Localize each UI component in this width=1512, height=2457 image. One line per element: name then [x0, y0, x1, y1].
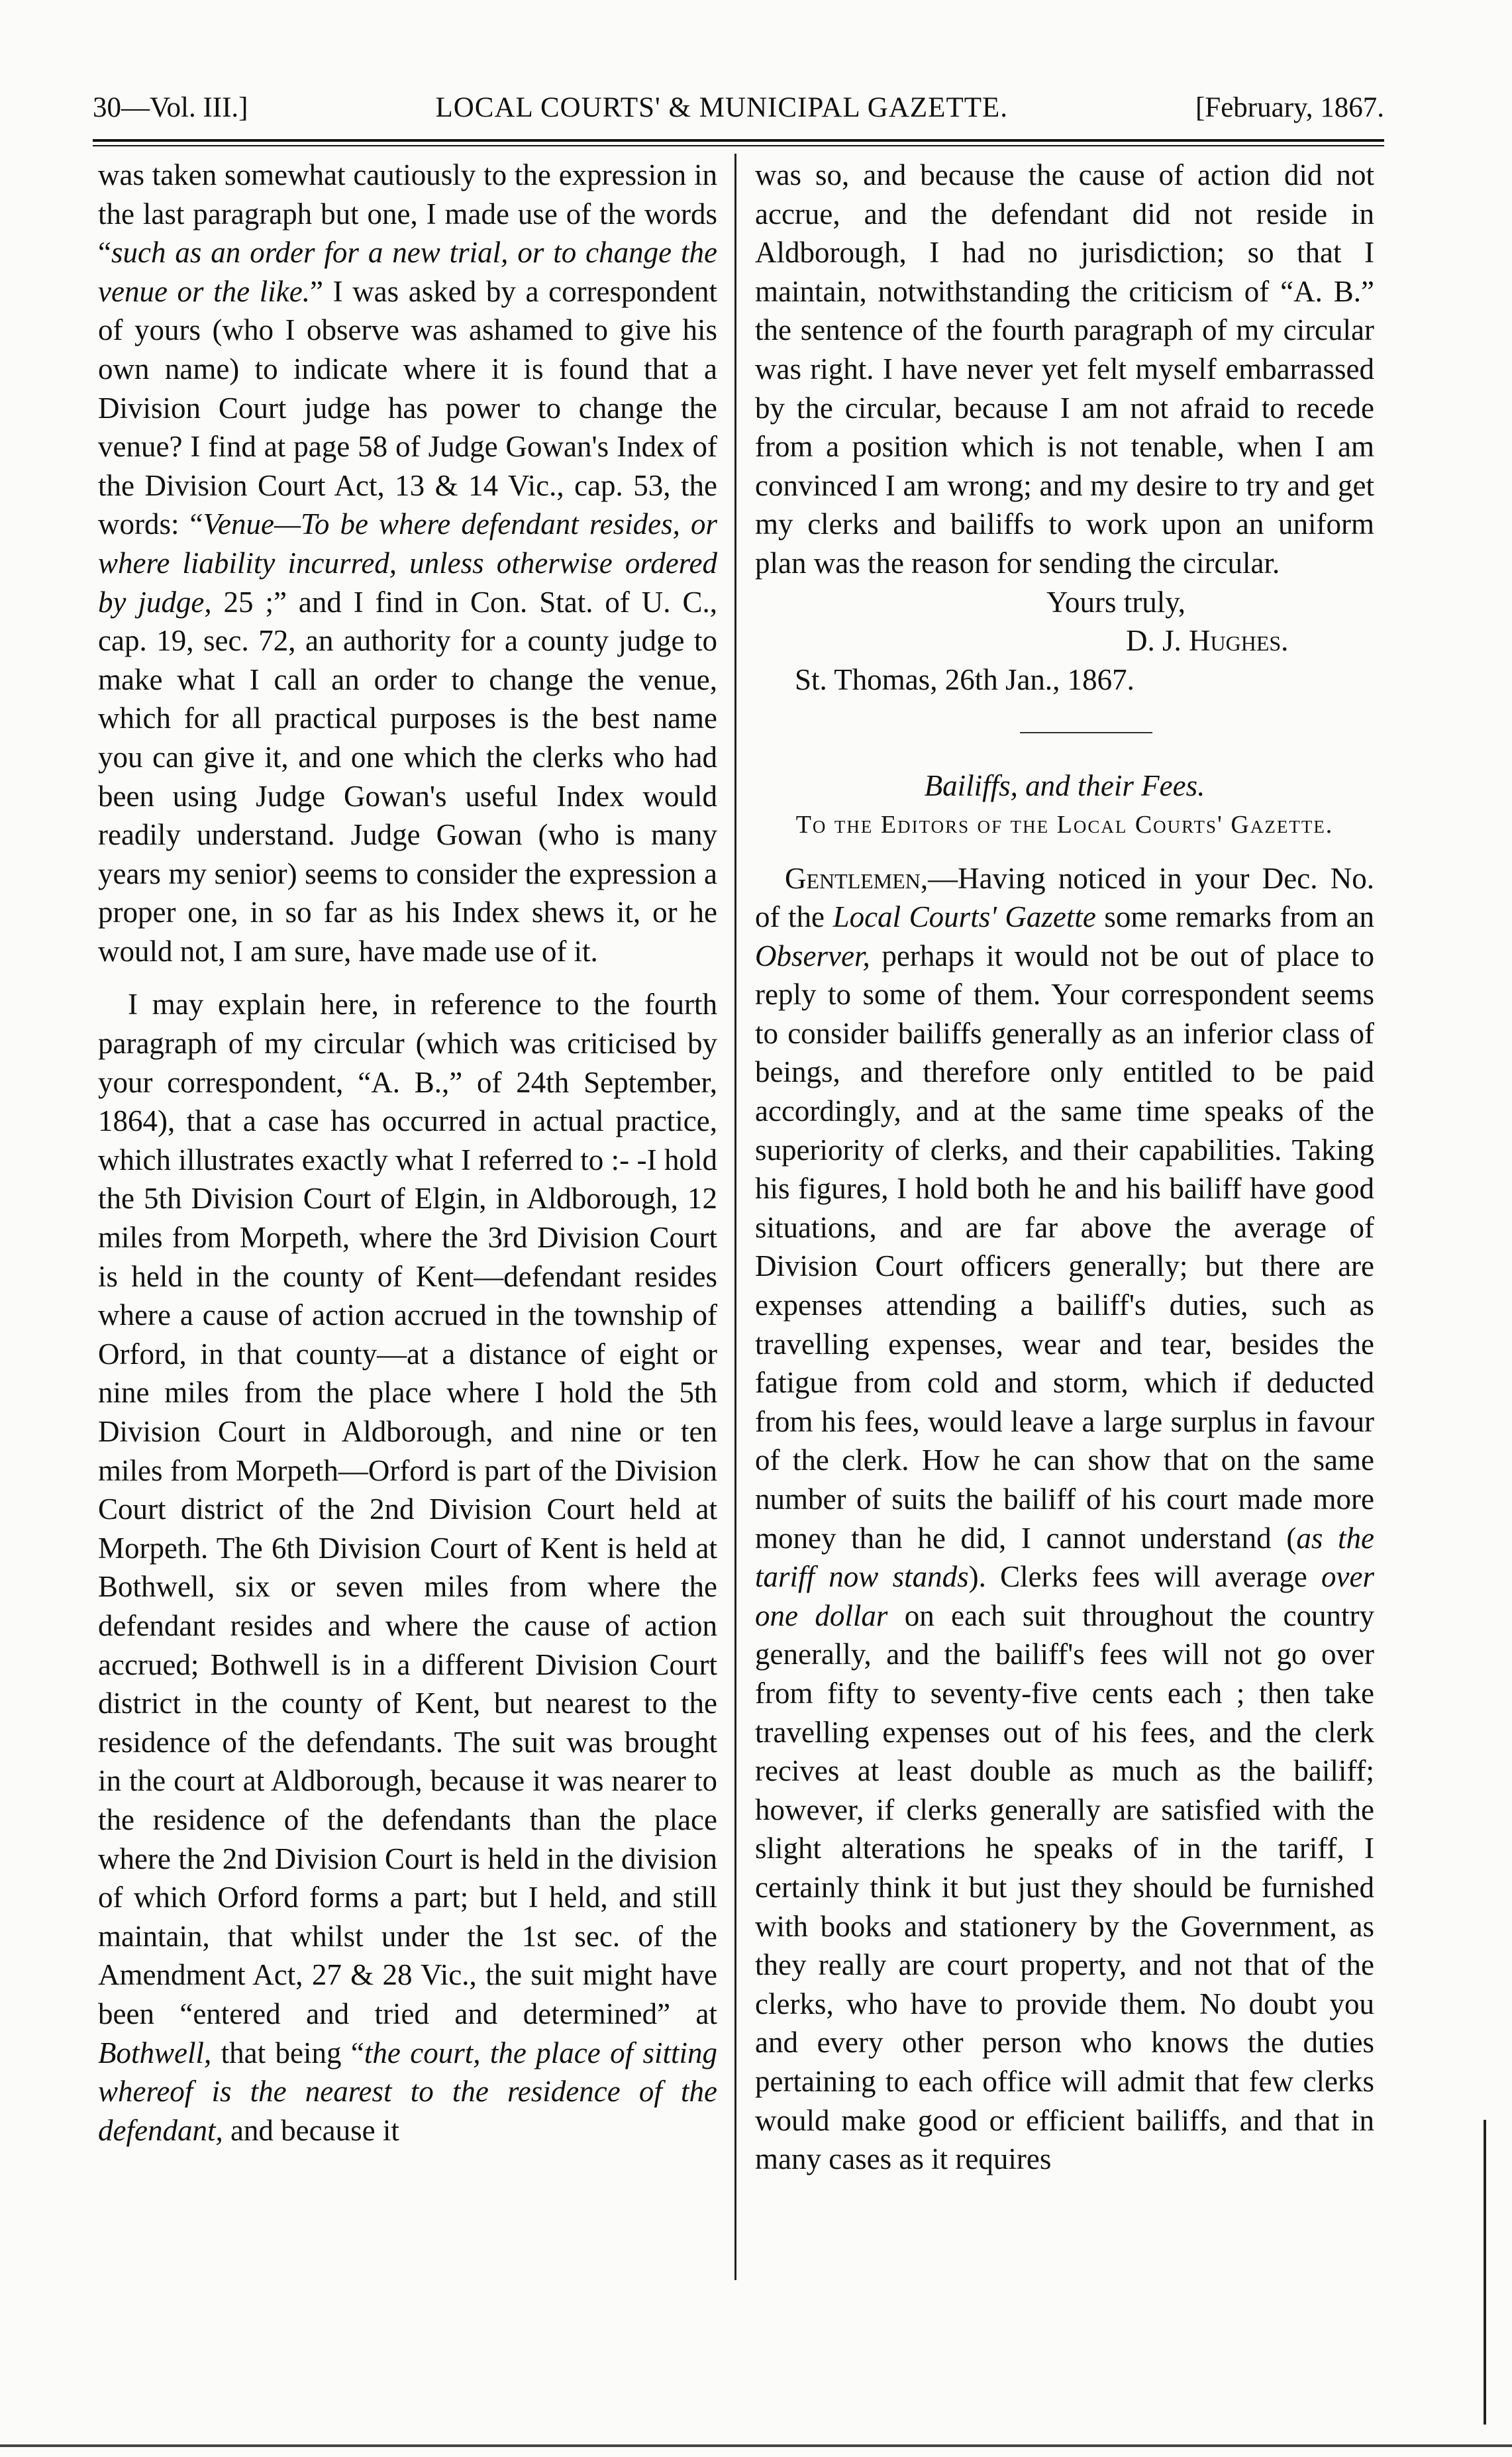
left-paragraph-2 [98, 985, 717, 2150]
binding-edge-mark [1484, 2120, 1486, 2425]
text-run: ). Clerks fees will average [968, 1560, 1322, 1594]
salutation: Gentlemen, [785, 861, 929, 895]
correspondent-name: Observer, [755, 939, 870, 972]
page-volume: 30—Vol. III.] [93, 92, 248, 123]
header-rule-thin [93, 145, 1384, 146]
section-separator [1020, 732, 1152, 733]
quoted-words: such as an order for a new trial, or to change the venue or the like. [98, 236, 717, 308]
signature: D. J. Hughes. [1126, 624, 1289, 658]
text-run: on each suit throughout the country generally, and the bailiff's fees will not go over from fifty to seventy-five cents each ; then take travelling expenses out of his fees, and the clerk recives at least double as much as the bailiff; however, if clerks generally are satisfied with the slight alterations he speaks of in the tariff, I certainly think it but just they should be furnished with books and stationery by the Government, as they really are court property, and not that of the clerks, who have to provide them. No doubt you and every other person who knows the duties pertaining to each office will admit that few clerks would make good or efficient bailiffs, and that in many cases as it requires [755, 1598, 1374, 2176]
statute-quote: the court, the place of sitting whereof is the nearest to the residence of the defendant, [98, 2036, 717, 2147]
emphasis: as the tariff now stands [755, 1521, 1374, 1594]
column-divider [734, 154, 736, 2280]
text-run: perhaps it would not be out of place to reply to some of them. Your correspondent seems to consider bailiffs generally as an inferior class of beings, and therefore only entitled to be paid accordingly, and at the same time speaks of the superiority of clerks, and their capabilities. Taking his figures, I hold both he and his bailiff have good situations, and are far above the average of Division Court officers generally; but there are expenses attending a bailiff's duties, such as travelling expenses, wear and tear, besides the fatigue from cold and storm, which if deducted from his fees, would leave a large surplus in favour of the clerk. How he can show that on the same number of suits the bailiff of his court made more money than he did, I cannot understand ( [755, 939, 1374, 1555]
text-run: ” I was asked by a correspondent of yours (who I observe was ashamed to give his own name) to indicate where it is found that a Division Court judge has power to change the venue? I find at page 58 of Judge Gowan's Index of the Division Court Act, 13 & 14 Vic., cap. 53, the words: “ [98, 274, 718, 541]
page-header [93, 91, 1384, 138]
text-run: that being “ [211, 2036, 364, 2069]
page-bottom-edge [0, 2444, 1512, 2447]
text-run: some remarks from an [1095, 900, 1374, 934]
left-paragraph-1 [98, 156, 717, 970]
text-run: and because it [223, 2113, 399, 2147]
right-paragraph-2 [755, 859, 1374, 2179]
right-paragraph-1: was so, and because the cause of action did not accrue, and the defendant did not reside in Aldborough, I had no jurisdiction; so that I maintain, notwithstanding the criticism of “A. B.” the sentence of the fourth paragraph of my circular was right. I have never yet felt myself embarrassed by the circular, because I am not afraid to recede from a position which is not tenable, when I am convinced I am wrong; and my desire to try and get my clerks and bailiffs to work upon an uniform plan was the reason for sending the circular. [755, 158, 1374, 580]
address-line: To the Editors of the Local Courts' Gazette. [795, 810, 1334, 839]
header-rule [93, 139, 1384, 142]
article-title: Bailiffs, and their Fees. [924, 769, 1205, 803]
text-run: —Having noticed in your Dec. No. of the [755, 861, 1374, 934]
place-date: St. Thomas, 26th Jan., 1867. [795, 662, 1134, 696]
place-name: Bothwell, [98, 2036, 212, 2069]
emphasis: over one dollar [755, 1560, 1374, 1632]
text-run: 25 ;” and I find in Con. Stat. of U. C., cap. 19, sec. 72, an authority for a county judge to make what I call an order to change the venue, which for all practical purposes is the best name you can give it, and one which the clerks who had been using Judge Gowan's useful Index would readily understand. Judge Gowan (who is many years my senior) seems to consider the expression a proper one, in so far as his Index shews it, or he would not, I am sure, have made use of it. [98, 585, 717, 968]
publication-name: Local Courts' Gazette [832, 900, 1096, 934]
left-column [98, 156, 717, 2150]
issue-date: [February, 1867. [1195, 92, 1384, 123]
text-run: was taken somewhat cautiously to the expression in the last paragraph but one, I made use of the words “ [98, 158, 717, 270]
index-quote: Venue—To be where defendant resides, or where liability incurred, unless otherwise ordered by judge, [98, 507, 717, 619]
right-column [755, 156, 1374, 2179]
text-run: I may explain here, in reference to the fourth paragraph of my circular (which was criticised by your correspondent, “A. B.,” of 24th September, 1864), that a case has occurred in actual practice, which illustrates exactly what I referred to :- -I hold the 5th Division Court of Elgin, in Aldborough, 12 miles from Morpeth, where the 3rd Division Court is held in the county of Kent—defendant resides where a cause of action accrued in the township of Orford, in that county—at a distance of eight or nine miles from the place where I hold the 5th Division Court in Aldborough, and nine or ten miles from Morpeth—Orford is part of the Division Court district of the 2nd Division Court held at Morpeth. The 6th Division Court of Kent is held at Bothwell, six or seven miles from where the defendant resides and where the cause of action accrued; Bothwell is in a different Division Court district in the county of Kent, but nearest to the residence of the defendants. The suit was brought in the court at Aldborough, because it was nearer to the residence of the defendants than the place where the 2nd Division Court is held in the division of which Orford forms a part; but I held, and still maintain, that whilst under the 1st sec. of the Amendment Act, 27 & 28 Vic., the suit might have been “entered and tried and determined” at [98, 988, 717, 2030]
closing: Yours truly, [1046, 585, 1186, 619]
publication-title: LOCAL COURTS' & MUNICIPAL GAZETTE. [435, 92, 1008, 123]
